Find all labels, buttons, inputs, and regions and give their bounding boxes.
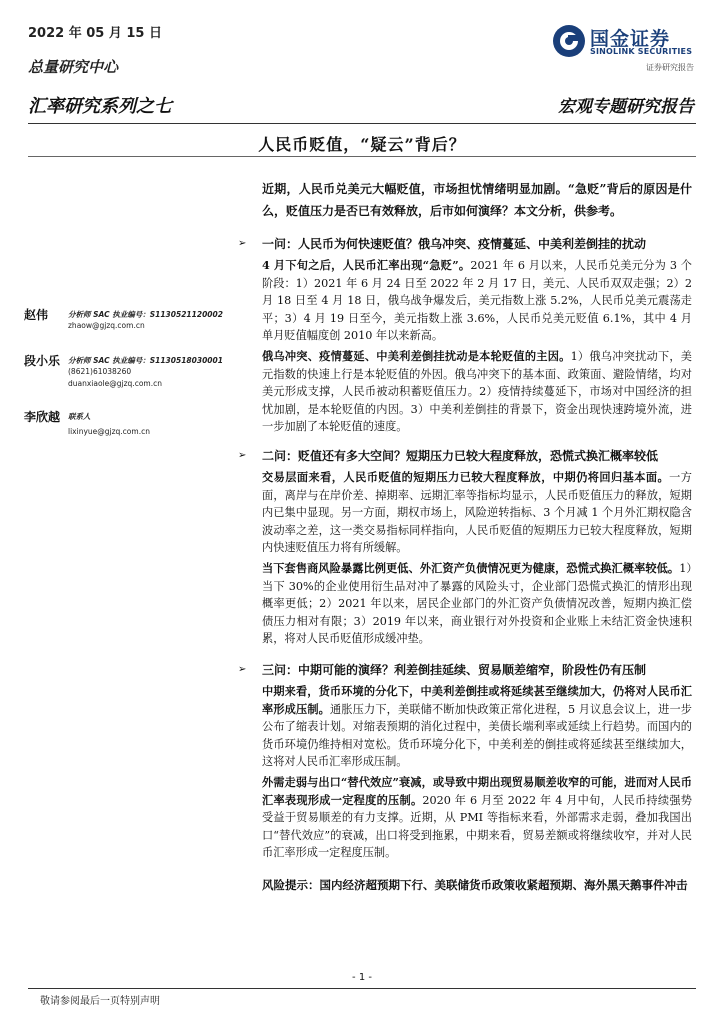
arrow-bullet-icon: ➢ <box>238 664 247 675</box>
risk-warning: 风险提示：国内经济超预期下行、美联储货币政策收紧超预期、海外黑天鹅事件冲击 <box>262 878 688 892</box>
report-date: 2022 年 05 月 15 日 <box>28 26 162 41</box>
section-paragraph <box>234 560 692 648</box>
footer-disclaimer: 敬请参阅最后一页特别声明 <box>40 996 160 1007</box>
analyst-card <box>24 306 234 352</box>
para-text: 1）俄乌冲突扰动下，美元指数的快速上行是本轮贬值的外因。俄乌冲突下的基本面、政策面、避险情绪，均对美元形成支撑，人民币被动积蓄贬值压力。2）疫情持续蔓延下，市场对中国经济的担忧加剧，是本轮贬值的内因。3）中美利差倒挂的背景下，资金出现快速跨境外流，进一步加剧了本轮贬值的速度。 <box>262 349 692 434</box>
analyst-email[interactable]: zhaow@gjzq.com.cn <box>68 321 145 330</box>
analyst-phone: (8621)61038260 <box>68 367 132 376</box>
page-number: - 1 - <box>352 972 372 983</box>
series-name: 汇率研究系列之七 <box>28 96 172 117</box>
analyst-role: 分析师 SAC 执业编号：S1130518030001 <box>68 356 223 365</box>
section-paragraph <box>234 257 692 345</box>
analyst-email[interactable]: duanxiaole@gjzq.com.cn <box>68 379 162 388</box>
analyst-name: 段小乐 <box>24 354 61 368</box>
para-lead: 当下套售商风险暴露比例更低、外汇资产负债情况更为健康，恐慌式换汇概率较低。 <box>262 560 680 575</box>
doc-label: 证券研究报告 <box>646 63 694 72</box>
para-lead: 外需走弱与出口“替代效应”衰减，或导致中期出现贸易顺差收窄的可能，进而对人民币汇率表现形成一定程度的压制。 <box>262 774 692 807</box>
analyst-list <box>24 306 234 454</box>
para-text: 2020 年 6 月至 2022 年 4 月中旬，人民币持续强势受益于贸易顺差的有力支撑。近期，从 PMI 等指标来看，外部需求走弱，叠加我国出口“替代效应”的衰减，出口将受到拖累，中期来看，贸易差额或将继续收窄，并对人民币汇率形成一定程度压制。 <box>262 793 692 860</box>
para-lead: 交易层面来看，人民币贬值的短期压力已较大程度释放，中期仍将回归基本面。 <box>262 470 670 484</box>
section-one <box>234 234 692 436</box>
section-paragraph <box>234 683 692 771</box>
company-logo <box>552 24 702 58</box>
para-text: 通胀压力下，美联储不断加快政策正常化进程，5 月议息会议上，进一步公布了缩表计划。对缩表预期的消化过程中，美债长端利率或延续上行趋势。而国内的货币环境仍维持相对宽松。货币环境分化下，中美利差的倒挂或将延续甚至继续加大，这将对人民币汇率形成压制。 <box>262 702 692 769</box>
logo-mark-icon <box>552 24 586 58</box>
analyst-name: 赵伟 <box>24 308 49 322</box>
footer-divider <box>28 988 696 989</box>
section-three <box>234 660 692 862</box>
research-center: 总量研究中心 <box>28 58 119 76</box>
report-type: 宏观专题研究报告 <box>558 97 694 117</box>
para-lead: 中期来看，货币环境的分化下，中美利差倒挂或将延续甚至继续加大，仍将对人民币汇率形成压制。 <box>262 684 692 716</box>
abstract: 近期，人民币兑美元大幅贬值，市场担忧情绪明显加剧。“急贬”背后的原因是什么，贬值压力是否已有效释放，后市如何演绎？本文分析，供参考。 <box>262 182 692 218</box>
para-text: 2021 年 6 月以来，人民币兑美元分为 3 个阶段：1）2021 年 6 月 24 日至 2022 年 2 月 17 日，美元、人民币双双走强；2）2 月 18 日至 4 月 18 日，俄乌战争爆发后，美元指数上涨 5.2%，人民币兑美元震荡走平；3）4 月 19 日至今，美元指数上涨 3.6%，人民币兑美元贬值 6.1%，其中 4 月单月贬值幅度创 2010 年以来新高。 <box>262 259 692 343</box>
analyst-card <box>24 408 234 454</box>
section-heading: ➢ 三问：中期可能的演绎？利差倒挂延续、贸易顺差缩窄，阶段性仍有压制 <box>234 660 692 680</box>
section-paragraph <box>234 774 692 862</box>
section-two <box>234 446 692 648</box>
section-paragraph <box>234 469 692 557</box>
header-divider <box>28 123 696 124</box>
analyst-email[interactable]: lixinyue@gjzq.com.cn <box>68 427 150 436</box>
para-text: 1）当下 30%的企业使用衍生品对冲了暴露的风险头寸，企业部门恐慌式换汇的情形出现概率更低；2）2021 年以来，居民企业部门的外汇资产负债情况改善，短期内换汇偿债压力相对有限；3）2019 年以来，商业银行对外投资和企业账上未结汇资金快速积累，将对人民币贬值形成缓冲垫。 <box>262 561 692 646</box>
analyst-role: 分析师 SAC 执业编号：S1130521120002 <box>68 310 223 319</box>
section-heading: ➢ 一问：人民币为何快速贬值？俄乌冲突、疫情蔓延、中美利差倒挂的扰动 <box>234 234 692 254</box>
para-lead: 俄乌冲突、疫情蔓延、中美利差倒挂扰动是本轮贬值的主因。 <box>262 348 571 363</box>
arrow-bullet-icon: ➢ <box>238 238 247 249</box>
section-paragraph <box>234 348 692 436</box>
section-heading: ➢ 二问：贬值还有多大空间？短期压力已较大程度释放，恐慌式换汇概率较低 <box>234 446 692 466</box>
para-lead: 4 月下旬之后，人民币汇率出现“急贬”。 <box>262 258 471 272</box>
para-text: 一方面，离岸与在岸价差、掉期率、远期汇率等指标均显示，人民币贬值压力的释放，短期内已集中显现。另一方面，期权市场上，风险逆转指标、3 个月减 1 个月外汇期权隐含波动率之差，这一类交易指标同样指向，人民币贬值的短期压力已较大程度释放，短期内快速贬值压力将有所缓解。 <box>262 471 692 555</box>
report-title: 人民币贬值，“疑云”背后？ <box>258 135 466 154</box>
arrow-bullet-icon: ➢ <box>238 450 247 461</box>
analyst-name: 李欣越 <box>24 410 61 424</box>
analyst-role: 联系人 <box>68 412 91 421</box>
analyst-card <box>24 352 234 408</box>
title-divider <box>28 156 696 157</box>
logo-text-cn: 国金证券 <box>590 28 671 50</box>
logo-text-en: SINOLINK SECURITIES <box>590 47 693 56</box>
